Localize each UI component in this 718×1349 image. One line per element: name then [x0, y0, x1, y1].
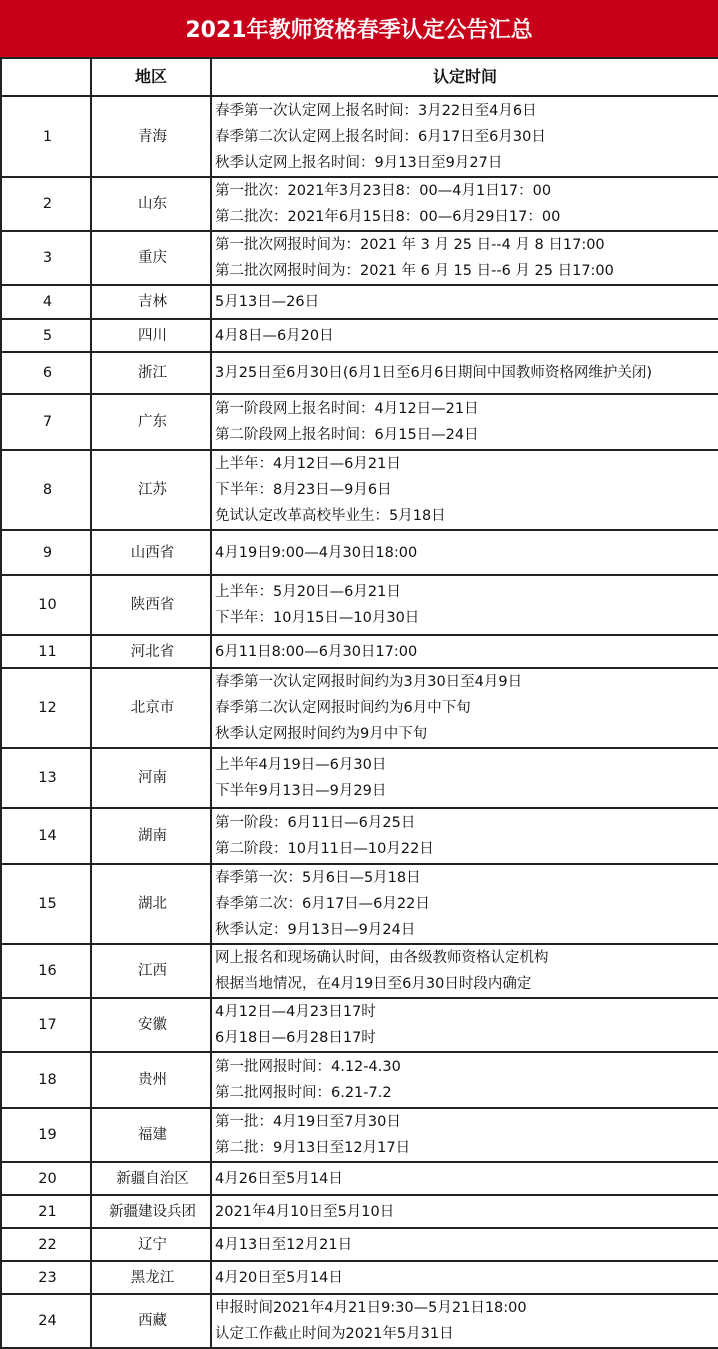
region-cell: 湖南: [91, 808, 211, 864]
time-cell: [211, 808, 718, 864]
time-cell: [211, 231, 718, 285]
region-cell: 黑龙江: [91, 1261, 211, 1294]
row-number: 11: [1, 635, 91, 668]
time-line: 4月20日至5月14日: [215, 1269, 343, 1286]
time-cell: [211, 96, 718, 177]
table-row: [1, 319, 718, 352]
row-number: 7: [1, 394, 91, 450]
table-row: [1, 1228, 718, 1261]
table-row: [1, 352, 718, 394]
header-index: [1, 58, 91, 96]
table-row: [1, 231, 718, 285]
time-line: 5月13日—26日: [215, 294, 320, 310]
region-cell: 西藏: [91, 1294, 211, 1348]
time-cell: [211, 1162, 718, 1195]
row-number: 15: [1, 864, 91, 944]
time-cell: [211, 944, 718, 998]
time-line: 第一批次网报时间为：2021 年 3 月 25 日--4 月 8 日17:00: [215, 237, 605, 253]
row-number: 2: [1, 177, 91, 231]
row-number: 6: [1, 352, 91, 394]
time-line: 第一批网报时间：4.12-4.30: [215, 1059, 401, 1075]
time-line: 春季第一次认定网上报名时间：3月22日至4月6日: [215, 102, 537, 119]
table-row: [1, 1195, 718, 1228]
time-cell: [211, 1052, 718, 1108]
region-cell: 陕西省: [91, 575, 211, 635]
region-cell: 青海: [91, 96, 211, 177]
time-line: 4月26日至5月14日: [215, 1170, 343, 1187]
time-line: 第一批次：2021年3月23日8：00—4月1日17：00: [215, 183, 552, 199]
region-cell: 四川: [91, 319, 211, 352]
time-cell: [211, 575, 718, 635]
table-row: [1, 668, 718, 748]
header-row: [1, 58, 718, 96]
time-line: 第二批网报时间：6.21-7.2: [215, 1085, 392, 1101]
table-row: [1, 575, 718, 635]
table-row: [1, 944, 718, 998]
table-title: 2021年教师资格春季认定公告汇总: [0, 0, 718, 57]
region-cell: 山西省: [91, 530, 211, 575]
time-cell: [211, 668, 718, 748]
time-line: 4月19日9:00—4月30日18:00: [215, 544, 418, 561]
time-cell: [211, 1294, 718, 1348]
region-cell: 新疆建设兵团: [91, 1195, 211, 1228]
time-line: 下半年：8月23日—9月6日: [215, 482, 392, 498]
time-line: 第二阶段：10月11日—10月22日: [215, 841, 434, 857]
time-line: 第二批：9月13日至12月17日: [215, 1140, 411, 1156]
time-line: 春季第一次：5月6日—5月18日: [215, 870, 421, 886]
table-row: [1, 635, 718, 668]
region-cell: 重庆: [91, 231, 211, 285]
table-row: [1, 1294, 718, 1348]
time-line: 4月12日—4月23日17时: [215, 1004, 376, 1020]
time-line: 秋季认定网报时间约为9月中下旬: [215, 726, 428, 742]
time-cell: [211, 394, 718, 450]
row-number: 24: [1, 1294, 91, 1348]
time-line: 春季第二次认定网报时间约为6月中下旬: [215, 700, 471, 716]
time-line: 3月25日至6月30日(6月1日至6月6日期间中国教师资格网维护关闭): [215, 365, 653, 381]
row-number: 22: [1, 1228, 91, 1261]
time-line: 网上报名和现场确认时间，由各级教师资格认定机构: [215, 950, 549, 966]
table-row: [1, 1162, 718, 1195]
row-number: 12: [1, 668, 91, 748]
table-row: [1, 748, 718, 808]
time-line: 认定工作截止时间为2021年5月31日: [215, 1326, 454, 1342]
time-line: 第一批：4月19日至7月30日: [215, 1114, 401, 1130]
time-line: 春季第二次：6月17日—6月22日: [215, 896, 430, 912]
time-line: 上半年4月19日—6月30日: [215, 757, 387, 773]
time-cell: [211, 1228, 718, 1261]
table-row: [1, 394, 718, 450]
row-number: 20: [1, 1162, 91, 1195]
time-line: 春季第一次认定网报时间约为3月30日至4月9日: [215, 674, 523, 690]
row-number: 18: [1, 1052, 91, 1108]
row-number: 19: [1, 1108, 91, 1162]
row-number: 1: [1, 96, 91, 177]
time-cell: [211, 177, 718, 231]
time-line: 第二批次：2021年6月15日8：00—6月29日17：00: [215, 209, 561, 225]
time-line: 上半年：4月12日—6月21日: [215, 456, 401, 472]
region-cell: 山东: [91, 177, 211, 231]
region-cell: 湖北: [91, 864, 211, 944]
row-number: 13: [1, 748, 91, 808]
time-line: 下半年：10月15日—10月30日: [215, 610, 420, 626]
time-cell: [211, 450, 718, 530]
row-number: 4: [1, 285, 91, 319]
row-number: 21: [1, 1195, 91, 1228]
row-number: 23: [1, 1261, 91, 1294]
table-row: [1, 96, 718, 177]
region-cell: 广东: [91, 394, 211, 450]
time-line: 申报时间2021年4月21日9:30—5月21日18:00: [215, 1300, 527, 1316]
table-row: [1, 450, 718, 530]
time-cell: [211, 864, 718, 944]
row-number: 5: [1, 319, 91, 352]
table-row: [1, 1052, 718, 1108]
time-line: 6月18日—6月28日17时: [215, 1030, 376, 1046]
row-number: 10: [1, 575, 91, 635]
certification-table: [0, 57, 718, 1349]
region-cell: 安徽: [91, 998, 211, 1052]
time-line: 根据当地情况，在4月19日至6月30日时段内确定: [215, 976, 532, 992]
time-line: 秋季认定网上报名时间：9月13日至9月27日: [215, 154, 503, 171]
table-row: [1, 285, 718, 319]
region-cell: 北京市: [91, 668, 211, 748]
header-region: 地区: [91, 58, 211, 96]
time-line: 春季第二次认定网上报名时间：6月17日至6月30日: [215, 128, 546, 145]
row-number: 16: [1, 944, 91, 998]
header-time: 认定时间: [211, 58, 718, 96]
region-cell: 福建: [91, 1108, 211, 1162]
table-row: [1, 808, 718, 864]
region-cell: 河北省: [91, 635, 211, 668]
row-number: 14: [1, 808, 91, 864]
row-number: 9: [1, 530, 91, 575]
table-row: [1, 530, 718, 575]
region-cell: 河南: [91, 748, 211, 808]
table-row: [1, 1108, 718, 1162]
time-line: 免试认定改革高校毕业生：5月18日: [215, 508, 446, 524]
time-cell: [211, 1261, 718, 1294]
row-number: 8: [1, 450, 91, 530]
time-cell: [211, 998, 718, 1052]
region-cell: 辽宁: [91, 1228, 211, 1261]
region-cell: 浙江: [91, 352, 211, 394]
table-row: [1, 998, 718, 1052]
time-line: 第二批次网报时间为：2021 年 6 月 15 日--6 月 25 日17:00: [215, 263, 614, 279]
region-cell: 吉林: [91, 285, 211, 319]
table-row: [1, 177, 718, 231]
time-cell: [211, 319, 718, 352]
region-cell: 江苏: [91, 450, 211, 530]
table-row: [1, 1261, 718, 1294]
time-line: 第二阶段网上报名时间：6月15日—24日: [215, 427, 479, 443]
time-cell: [211, 635, 718, 668]
row-number: 17: [1, 998, 91, 1052]
time-cell: [211, 1195, 718, 1228]
time-cell: [211, 530, 718, 575]
time-line: 第一阶段网上报名时间：4月12日—21日: [215, 401, 479, 417]
time-line: 第一阶段：6月11日—6月25日: [215, 815, 416, 831]
time-cell: [211, 285, 718, 319]
table-row: [1, 864, 718, 944]
time-line: 4月13日至12月21日: [215, 1236, 353, 1253]
time-line: 6月11日8:00—6月30日17:00: [215, 643, 418, 660]
time-cell: [211, 352, 718, 394]
time-cell: [211, 1108, 718, 1162]
time-line: 秋季认定：9月13日—9月24日: [215, 922, 416, 938]
region-cell: 新疆自治区: [91, 1162, 211, 1195]
time-line: 2021年4月10日至5月10日: [215, 1203, 395, 1220]
time-line: 下半年9月13日—9月29日: [215, 783, 387, 799]
time-cell: [211, 748, 718, 808]
row-number: 3: [1, 231, 91, 285]
table-body: [1, 96, 718, 1348]
time-line: 上半年：5月20日—6月21日: [215, 584, 401, 600]
region-cell: 江西: [91, 944, 211, 998]
time-line: 4月8日—6月20日: [215, 327, 334, 344]
region-cell: 贵州: [91, 1052, 211, 1108]
